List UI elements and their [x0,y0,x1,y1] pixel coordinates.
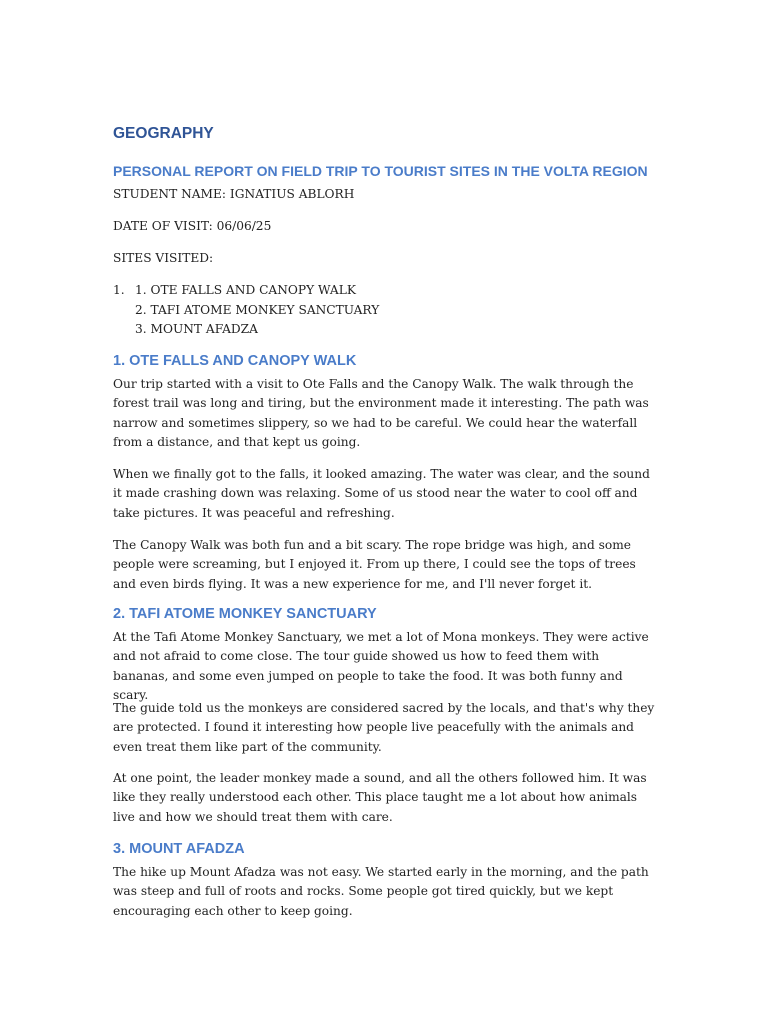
student-name: STUDENT NAME: IGNATIUS ABLORH [113,187,355,201]
paragraph: The Canopy Walk was both fun and a bit scary. The rope bridge was high, and some people were screaming, but I enjoyed it. From up there, I could see the tops of trees and even birds flying. It was a new experience for me, and I'll never forget it. [113,538,636,591]
list-item: 3. MOUNT AFADZA [135,322,258,336]
section-heading: 2. TAFI ATOME MONKEY SANCTUARY [113,606,377,622]
paragraph: At the Tafi Atome Monkey Sanctuary, we met a lot of Mona monkeys. They were active and not afraid to come close. The tour guide showed us how to feed them with bananas, and some even jumped on people to take the food. It was both funny and scary. [113,630,649,702]
list-item: 2. TAFI ATOME MONKEY SANCTUARY [135,302,380,317]
sites-list [135,281,379,340]
paragraph: Our trip started with a visit to Ote Falls and the Canopy Walk. The walk through the forest trail was long and tiring, but the environment made it interesting. The path was narrow and sometimes slippery, so we had to be careful. We could hear the waterfall from a distance, and that kept us going. [113,377,649,449]
subject-title: GEOGRAPHY [113,125,214,142]
report-title: PERSONAL REPORT ON FIELD TRIP TO TOURIST SITES IN THE VOLTA REGION [113,163,648,179]
paragraph: The hike up Mount Afadza was not easy. We started early in the morning, and the path was steep and full of roots and rocks. Some people got tired quickly, but we kept encouraging each other to keep going. [113,865,649,918]
list-number: 1. [113,283,125,297]
paragraph: The guide told us the monkeys are considered sacred by the locals, and that's why they are protected. I found it interesting how people live peacefully with the animals and even treat them like part of the community. [113,701,655,754]
section-heading: 3. MOUNT AFADZA [113,841,245,857]
list-item: 1. OTE FALLS AND CANOPY WALK [135,283,356,297]
date-of-visit: DATE OF VISIT: 06/06/25 [113,219,272,233]
paragraph: At one point, the leader monkey made a sound, and all the others followed him. It was like they really understood each other. This place taught me a lot about how animals live and how we should treat them with care. [113,771,647,824]
paragraph: When we finally got to the falls, it looked amazing. The water was clear, and the sound it made crashing down was relaxing. Some of us stood near the water to cool off and take pictures. It was peaceful and refreshing. [113,467,650,520]
sites-visited-label: SITES VISITED: [113,251,214,265]
section-heading: 1. OTE FALLS AND CANOPY WALK [113,353,357,369]
document-page [113,0,658,1024]
